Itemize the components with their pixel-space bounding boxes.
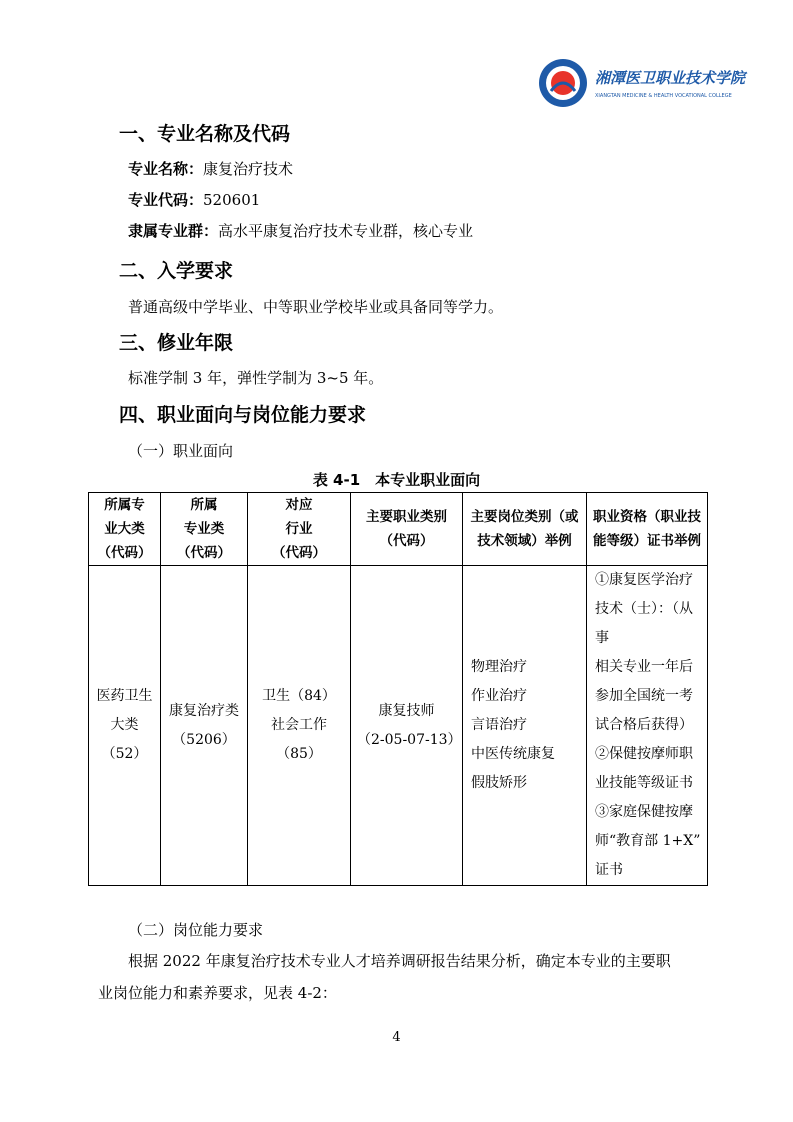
table-cell: 物理治疗 作业治疗 言语治疗 中医传统康复 假肢矫形 <box>463 566 587 886</box>
subsection-ability-title: （二）岗位能力要求 <box>128 921 264 939</box>
major-group-label: 隶属专业群： <box>128 222 219 240</box>
header-cell: 所属 专业类 （代码） <box>161 493 248 566</box>
major-code-label: 专业代码： <box>128 191 204 209</box>
table-cell: 康复治疗类 （5206） <box>161 566 248 886</box>
major-name-label: 专业名称： <box>128 160 204 178</box>
header-cell: 主要职业类别 （代码） <box>351 493 463 566</box>
table-cell: 卫生（84） 社会工作（85） <box>248 566 351 886</box>
header-cell: 职业资格（职业技 能等级）证书举例 <box>587 493 708 566</box>
header-cell: 对应 行业 （代码） <box>248 493 351 566</box>
section-3-title: 三、修业年限 <box>119 332 234 354</box>
major-group-line <box>128 220 473 241</box>
college-logo <box>537 57 746 109</box>
logo-en-text: XIANGTAN MEDICINE & HEALTH VOCATIONAL COLLEGE <box>595 93 732 99</box>
major-group-value: 高水平康复治疗技术专业群，核心专业 <box>218 222 474 240</box>
subsection-career-title: （一）职业面向 <box>128 442 234 460</box>
major-name-line <box>128 158 293 179</box>
section-1-title: 一、专业名称及代码 <box>119 123 291 145</box>
ability-paragraph-line-2: 业岗位能力和素养要求，见表 4-2： <box>98 984 337 1002</box>
college-seal-icon <box>537 57 746 109</box>
table-cell: ①康复医学治疗 技术（士）：（从事 相关专业一年后 参加全国统一考 试合格后获得） ②保健按摩师职 业技能等级证书 ③家庭保健按摩 师“教育部 1+X” 证书 <box>587 566 708 886</box>
table-header-row <box>89 493 708 566</box>
table-title: 表 4-1 本专业职业面向 <box>312 471 481 489</box>
page-number: 4 <box>392 1030 401 1045</box>
header-cell: 所属专 业大类 （代码） <box>89 493 161 566</box>
major-name-value: 康复治疗技术 <box>203 160 294 178</box>
admission-text: 普通高级中学毕业、中等职业学校毕业或具备同等学力。 <box>128 298 504 316</box>
section-4-title: 四、职业面向与岗位能力要求 <box>119 404 367 426</box>
header-cell: 主要岗位类别（或 技术领域）举例 <box>463 493 587 566</box>
duration-text: 标准学制 3 年，弹性学制为 3~5 年。 <box>128 369 384 387</box>
career-table <box>88 492 708 886</box>
table-row <box>89 566 708 886</box>
section-2-title: 二、入学要求 <box>119 260 234 282</box>
logo-cn-text: 湘潭医卫职业技术学院 <box>595 69 746 87</box>
major-code-line <box>128 189 260 210</box>
table-cell: 医药卫生 大类 （52） <box>89 566 161 886</box>
ability-paragraph-line-1: 根据 2022 年康复治疗技术专业人才培养调研报告结果分析，确定本专业的主要职 <box>128 952 671 970</box>
table-cell: 康复技师 （2-05-07-13） <box>351 566 463 886</box>
major-code-value: 520601 <box>203 191 261 209</box>
